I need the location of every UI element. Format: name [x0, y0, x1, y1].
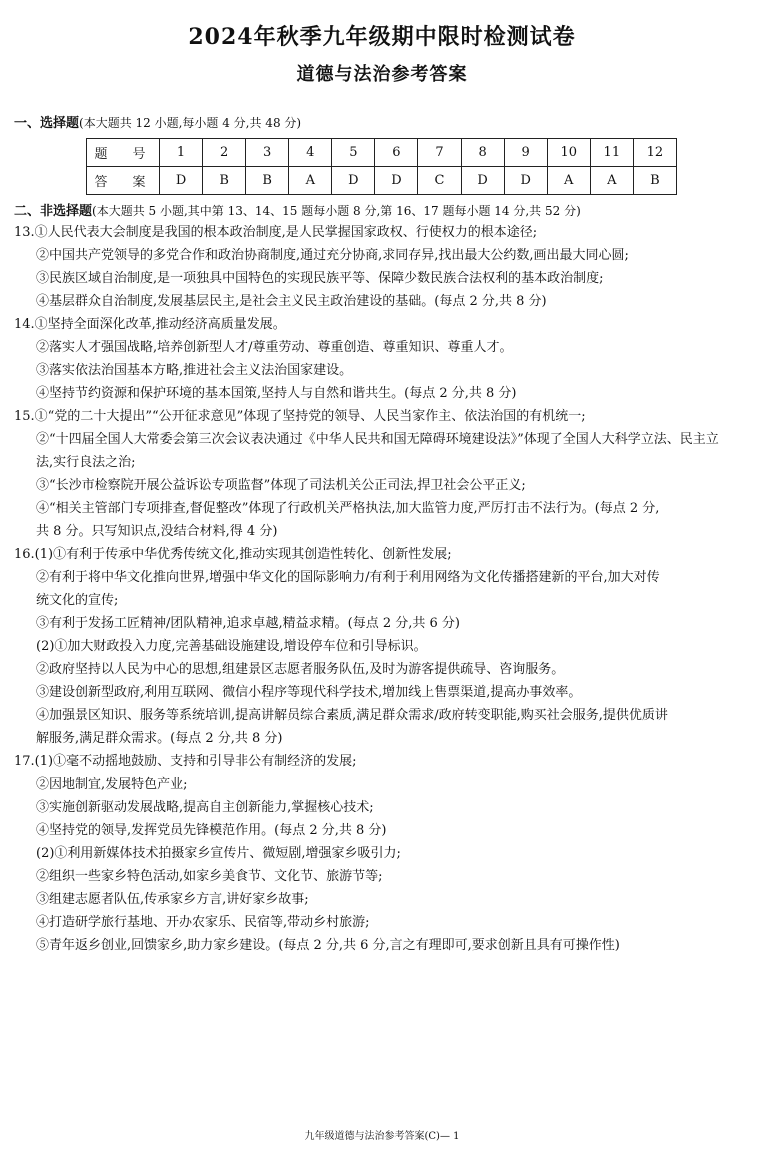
answer-line: 13.①人民代表大会制度是我国的根本政治制度,是人民掌握国家政权、行使权力的根本途径; — [14, 225, 538, 240]
answer-cell: D — [160, 167, 203, 195]
answer-line: ⑤青年返乡创业,回馈家乡,助力家乡建设。(每点 2 分,共 6 分,言之有理即可,要求创新且具有可操作性) — [36, 938, 620, 953]
answer-line: ④坚持节约资源和保护环境的基本国策,坚持人与自然和谐共生。(每点 2 分,共 8 分) — [36, 386, 517, 401]
question-number: 11 — [590, 139, 633, 167]
answer-body — [14, 221, 754, 957]
answer-line: ②“十四届全国人大常委会第三次会议表决通过《中华人民共和国无障碍环境建设法》”体现了全国人大科学立法、民主立 — [36, 432, 719, 447]
section-2-heading — [14, 200, 581, 219]
answer-line: ②组织一些家乡特色活动,如家乡美食节、文化节、旅游节等; — [36, 869, 383, 884]
answer-cell: D — [504, 167, 547, 195]
answer-table-answer-row — [87, 167, 677, 195]
answer-line: 17.(1)①毫不动摇地鼓励、支持和引导非公有制经济的发展; — [14, 754, 357, 769]
question-number: 8 — [461, 139, 504, 167]
question-number: 2 — [203, 139, 246, 167]
answer-line: ③“长沙市检察院开展公益诉讼专项监督”体现了司法机关公正司法,捍卫社会公平正义; — [36, 478, 526, 493]
section-1-title: 一、选择题 — [14, 116, 80, 131]
answer-line: ③民族区域自治制度,是一项独具中国特色的实现民族平等、保障少数民族合法权利的基本政治制度; — [36, 271, 604, 286]
question-number: 5 — [332, 139, 375, 167]
section-2-note: (本大题共 5 小题,其中第 13、14、15 题每小题 8 分,第 16、17 题每小题 14 分,共 52 分) — [92, 204, 581, 218]
answer-cell: B — [246, 167, 289, 195]
question-number: 10 — [547, 139, 590, 167]
answer-line: ④基层群众自治制度,发展基层民主,是社会主义民主政治建设的基础。(每点 2 分,共 8 分) — [36, 294, 547, 309]
answer-line: 14.①坚持全面深化改革,推动经济高质量发展。 — [14, 317, 286, 332]
answer-line: ③实施创新驱动发展战略,提高自主创新能力,掌握核心技术; — [36, 800, 374, 815]
question-number: 1 — [160, 139, 203, 167]
answer-line: ③建设创新型政府,利用互联网、微信小程序等现代科学技术,增加线上售票渠道,提高办事效率。 — [36, 685, 582, 700]
answer-cell: B — [203, 167, 246, 195]
answer-cell: D — [461, 167, 504, 195]
page-title: 2024年秋季九年级期中限时检测试卷 — [188, 24, 576, 50]
answer-line: ②因地制宜,发展特色产业; — [36, 777, 188, 792]
answer-cell: A — [590, 167, 633, 195]
answer-cell: A — [547, 167, 590, 195]
answer-cell: B — [633, 167, 676, 195]
answer-line: ③有利于发扬工匠精神/团队精神,追求卓越,精益求精。(每点 2 分,共 6 分) — [36, 616, 460, 631]
page-footer: 九年级道德与法治参考答案(C)— 1 — [304, 1131, 460, 1142]
answer-line: ④加强景区知识、服务等系统培训,提高讲解员综合素质,满足群众需求/政府转变职能,购买社会服务,提供优质讲 — [36, 708, 668, 723]
answer-line: 解服务,满足群众需求。(每点 2 分,共 8 分) — [36, 731, 283, 746]
answer-line: ②中国共产党领导的多党合作和政治协商制度,通过充分协商,求同存异,找出最大公约数,画出最大同心圆; — [36, 248, 629, 263]
answer-line: (2)①加大财政投入力度,完善基础设施建设,增设停车位和引导标识。 — [36, 639, 427, 654]
answer-cell: C — [418, 167, 461, 195]
answer-line: (2)①利用新媒体技术拍摄家乡宣传片、微短剧,增强家乡吸引力; — [36, 846, 401, 861]
answer-line: ②有利于将中华文化推向世界,增强中华文化的国际影响力/有利于利用网络为文化传播搭建新的平台,加大对传 — [36, 570, 660, 585]
section-1-note: (本大题共 12 小题,每小题 4 分,共 48 分) — [79, 116, 302, 130]
answer-line: ④打造研学旅行基地、开办农家乐、民宿等,带动乡村旅游; — [36, 915, 370, 930]
number-row-head: 题 号 — [87, 139, 160, 167]
answer-line: ④坚持党的领导,发挥党员先锋模范作用。(每点 2 分,共 8 分) — [36, 823, 387, 838]
answer-line: 统文化的宣传; — [36, 593, 119, 608]
answer-line: ②政府坚持以人民为中心的思想,组建景区志愿者服务队伍,及时为游客提供疏导、咨询服务。 — [36, 662, 565, 677]
page-subtitle: 道德与法治参考答案 — [296, 64, 468, 85]
question-number: 4 — [289, 139, 332, 167]
answer-line: 共 8 分。只写知识点,没结合材料,得 4 分) — [36, 524, 278, 539]
question-number: 12 — [633, 139, 676, 167]
answer-cell: A — [289, 167, 332, 195]
answer-cell: D — [332, 167, 375, 195]
section-1-heading — [14, 112, 301, 131]
answer-cell: D — [375, 167, 418, 195]
question-number: 6 — [375, 139, 418, 167]
answer-line: 法,实行良法之治; — [36, 455, 136, 470]
answer-line: ②落实人才强国战略,培养创新型人才/尊重劳动、尊重创造、尊重知识、尊重人才。 — [36, 340, 513, 355]
section-2-title: 二、非选择题 — [14, 204, 93, 219]
question-number: 3 — [246, 139, 289, 167]
answer-table-number-row — [87, 139, 677, 167]
answer-line: 16.(1)①有利于传承中华优秀传统文化,推动实现其创造性转化、创新性发展; — [14, 547, 452, 562]
answer-line: ③落实依法治国基本方略,推进社会主义法治国家建设。 — [36, 363, 353, 378]
answer-line: ③组建志愿者队伍,传承家乡方言,讲好家乡故事; — [36, 892, 309, 907]
answer-row-head: 答 案 — [87, 167, 160, 195]
answer-line: ④“相关主管部门专项排查,督促整改”体现了行政机关严格执法,加大监管力度,严厉打击不法行为。(每点 2 分, — [36, 501, 660, 516]
question-number: 9 — [504, 139, 547, 167]
answer-line: 15.①“党的二十大提出”“公开征求意见”体现了坚持党的领导、人民当家作主、依法治国的有机统一; — [14, 409, 586, 424]
question-number: 7 — [418, 139, 461, 167]
answer-table — [86, 138, 677, 195]
